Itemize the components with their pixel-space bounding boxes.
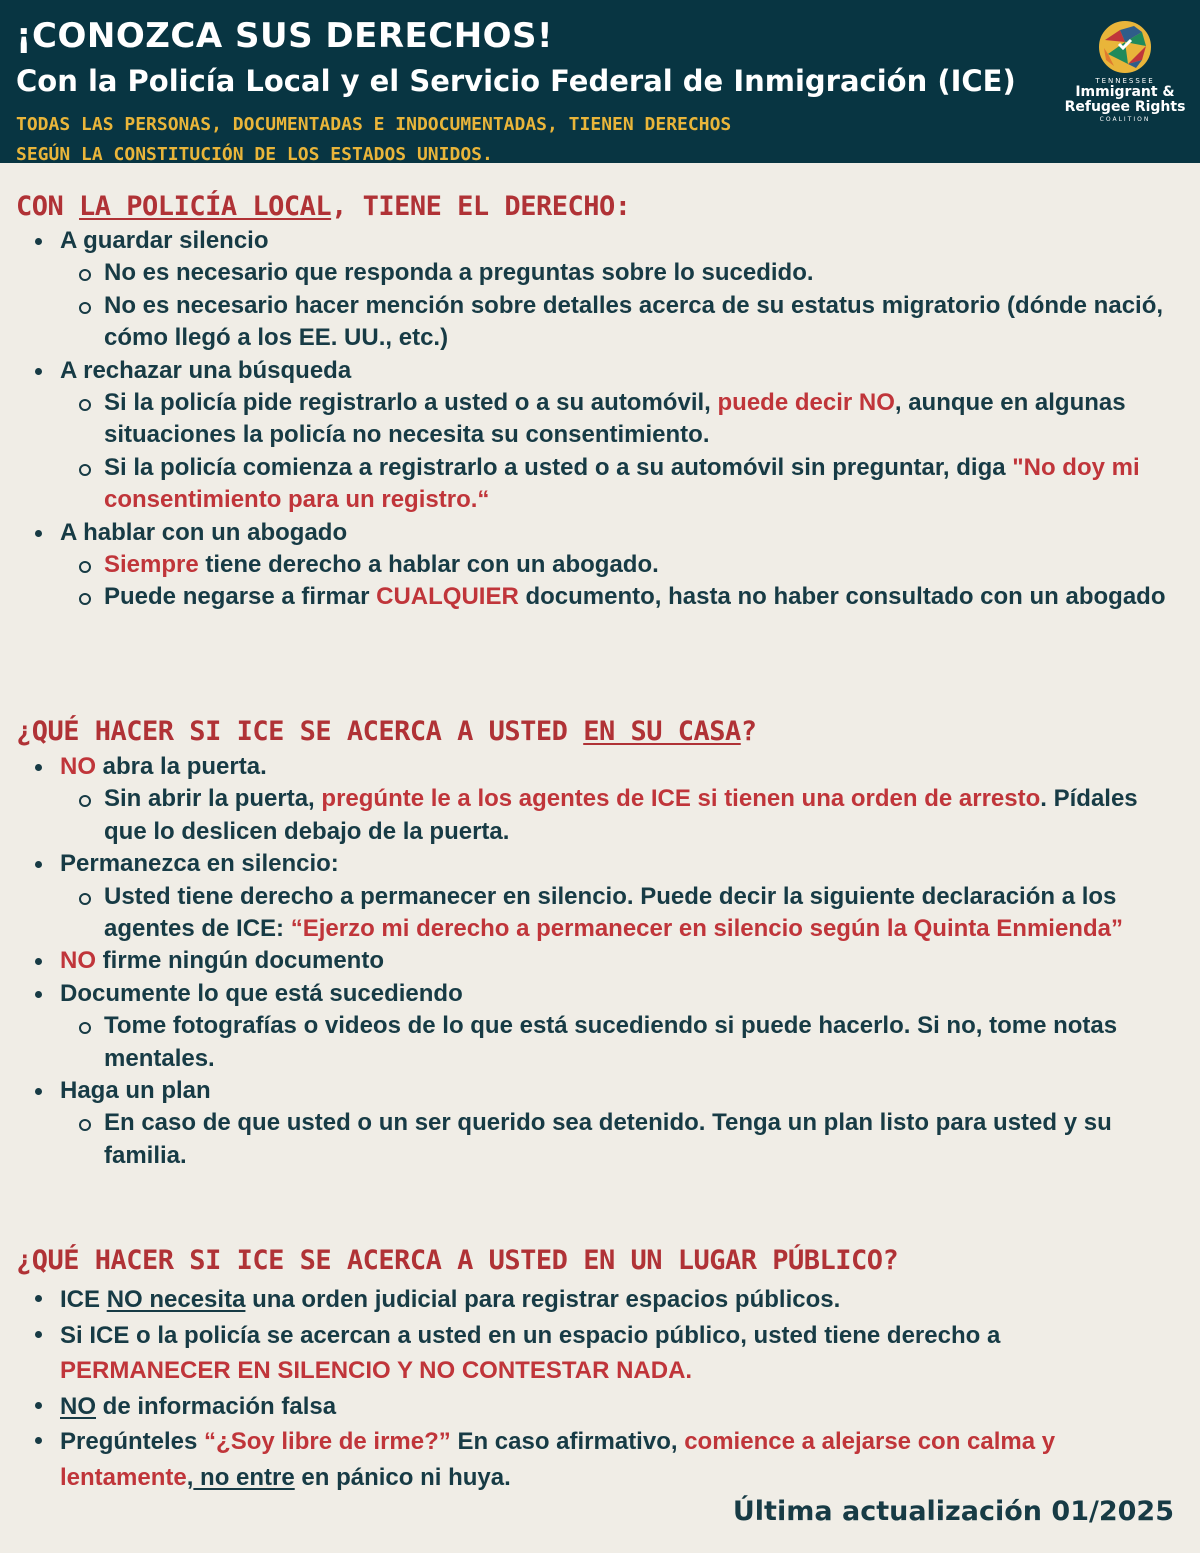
highlight-span: comience a alejarse con calma y lentamente [60, 1428, 1056, 1491]
constitution-note [16, 110, 876, 170]
text-span: documento, hasta no haber consultado con un abogado [518, 583, 1166, 611]
page-subtitle: Con la Policía Local y el Servicio Federal de Inmigración (ICE) [16, 64, 1016, 98]
list-item: Permanezca en silencio: [0, 848, 1200, 880]
list-subitem [0, 387, 1200, 452]
text-span: Si ICE o la policía se acercan a usted en un espacio público, usted tiene derecho a [60, 1321, 1001, 1349]
highlight-span: “Ejerzo mi derecho a permanecer en silencio según la Quinta Enmienda” [290, 915, 1123, 943]
list-item: A guardar silencio [0, 225, 1200, 257]
text-span: firme ningún documento [96, 947, 384, 975]
section-police-title-pre: CON [16, 191, 80, 222]
list-subitem [0, 549, 1200, 581]
text-span: tiene derecho a hablar con un abogado. [198, 551, 659, 579]
text-span: de información falsa [96, 1392, 337, 1420]
highlight-span: Siempre [104, 551, 199, 579]
highlight-span: NO [60, 947, 96, 975]
underlined-span: NO necesita [106, 1286, 246, 1313]
highlight-span: puede decir NO [717, 389, 895, 417]
section-police-title [16, 191, 630, 222]
list-item [0, 1424, 1200, 1495]
section-police-list [0, 225, 1200, 614]
section-home-list [0, 751, 1200, 1172]
list-item [0, 1389, 1200, 1425]
list-subitem [0, 783, 1200, 848]
text-span: en pánico ni huya. [294, 1463, 511, 1491]
list-item: Documente lo que está sucediendo [0, 978, 1200, 1010]
highlight-span: PERMANECER EN SILENCIO Y NO CONTESTAR NADA. [60, 1357, 693, 1384]
text-span: Usted tiene derecho a permanecer en silencio. Puede decir la siguiente declaración a los agentes de ICE: [104, 882, 1117, 943]
constitution-note-line1: TODAS LAS PERSONAS, DOCUMENTADAS E INDOCUMENTADAS, TIENEN DERECHOS [16, 114, 732, 135]
section-public-list [0, 1282, 1200, 1495]
list-subitem [0, 581, 1200, 613]
logo-name-line2: Refugee Rights [1064, 99, 1186, 115]
list-item [0, 945, 1200, 977]
text-span: . Pídales que lo deslicen debajo de la puerta. [104, 785, 1138, 845]
text-span: Si la policía comienza a registrarlo a usted o a su automóvil sin preguntar, diga [104, 453, 1013, 481]
logo-name-line1: Immigrant & [1075, 84, 1175, 100]
logo-coalition: COALITION [1099, 116, 1151, 123]
section-police-title-post: , TIENE EL DERECHO: [331, 191, 631, 222]
list-item: A hablar con un abogado [0, 517, 1200, 549]
text-span: , aunque en algunas situaciones la policía no necesita su consentimiento. [104, 389, 1126, 449]
text-span: ICE [60, 1286, 107, 1313]
logo-state: TENNESSEE [1095, 77, 1155, 85]
list-item [0, 1282, 1200, 1318]
section-home-title-pre: ¿QUÉ HACER SI ICE SE ACERCA A USTED [16, 716, 584, 747]
text-span: una orden judicial para registrar espacios públicos. [245, 1286, 841, 1313]
list-subitem: Tome fotografías o videos de lo que está sucediendo si puede hacerlo. Si no, tome notas mentales. [0, 1010, 1200, 1075]
list-item [0, 751, 1200, 783]
section-home-title-post: ? [740, 716, 757, 747]
section-police-title-underlined: LA POLICÍA LOCAL [79, 191, 332, 222]
section-home-title-underlined: EN SU CASA [583, 716, 741, 747]
text-span: Puede negarse a firmar [104, 583, 377, 611]
list-subitem: No es necesario que responda a preguntas sobre lo sucedido. [0, 257, 1200, 289]
list-item: A rechazar una búsqueda [0, 355, 1200, 387]
list-subitem [0, 452, 1200, 517]
list-subitem: En caso de que usted o un ser querido sea detenido. Tenga un plan listo para usted y su familia. [0, 1107, 1200, 1172]
list-subitem: No es necesario hacer mención sobre detalles acerca de su estatus migratorio (dónde nació, cómo llegó a los EE. UU., etc.) [0, 290, 1200, 355]
text-span: Pregúnteles [60, 1428, 205, 1455]
text-span: Sin abrir la puerta, [104, 785, 322, 813]
page-title: ¡CONOZCA SUS DERECHOS! [16, 16, 554, 56]
header-banner [0, 0, 1200, 163]
globe-logo-icon [1098, 20, 1152, 74]
underlined-span: NO [60, 1392, 96, 1420]
highlight-span: "No doy mi consentimiento para un registro.“ [104, 453, 1140, 514]
highlight-span: pregúnte le a los agentes de ICE si tienen una orden de arresto [321, 785, 1041, 813]
text-span: , [186, 1463, 194, 1491]
highlight-span: “¿Soy libre de irme?” [204, 1428, 451, 1455]
constitution-note-line2: SEGÚN LA CONSTITUCIÓN DE LOS ESTADOS UNIDOS. [16, 144, 493, 165]
list-subitem [0, 881, 1200, 946]
underlined-span: no entre [193, 1463, 295, 1491]
text-span: abra la puerta. [96, 753, 267, 780]
text-span: Si la policía pide registrarlo a usted o a su automóvil, [104, 389, 718, 417]
list-item: Haga un plan [0, 1075, 1200, 1107]
coalition-logo [1058, 20, 1192, 132]
highlight-span: NO [60, 753, 96, 780]
section-home-title [16, 716, 757, 747]
highlight-span: CUALQUIER [376, 583, 519, 611]
text-span: En caso afirmativo, [450, 1428, 685, 1455]
last-updated: Última actualización 01/2025 [732, 1496, 1174, 1527]
section-public-title: ¿QUÉ HACER SI ICE SE ACERCA A USTED EN UN LUGAR PÚBLICO? [16, 1245, 899, 1276]
list-item [0, 1318, 1200, 1389]
